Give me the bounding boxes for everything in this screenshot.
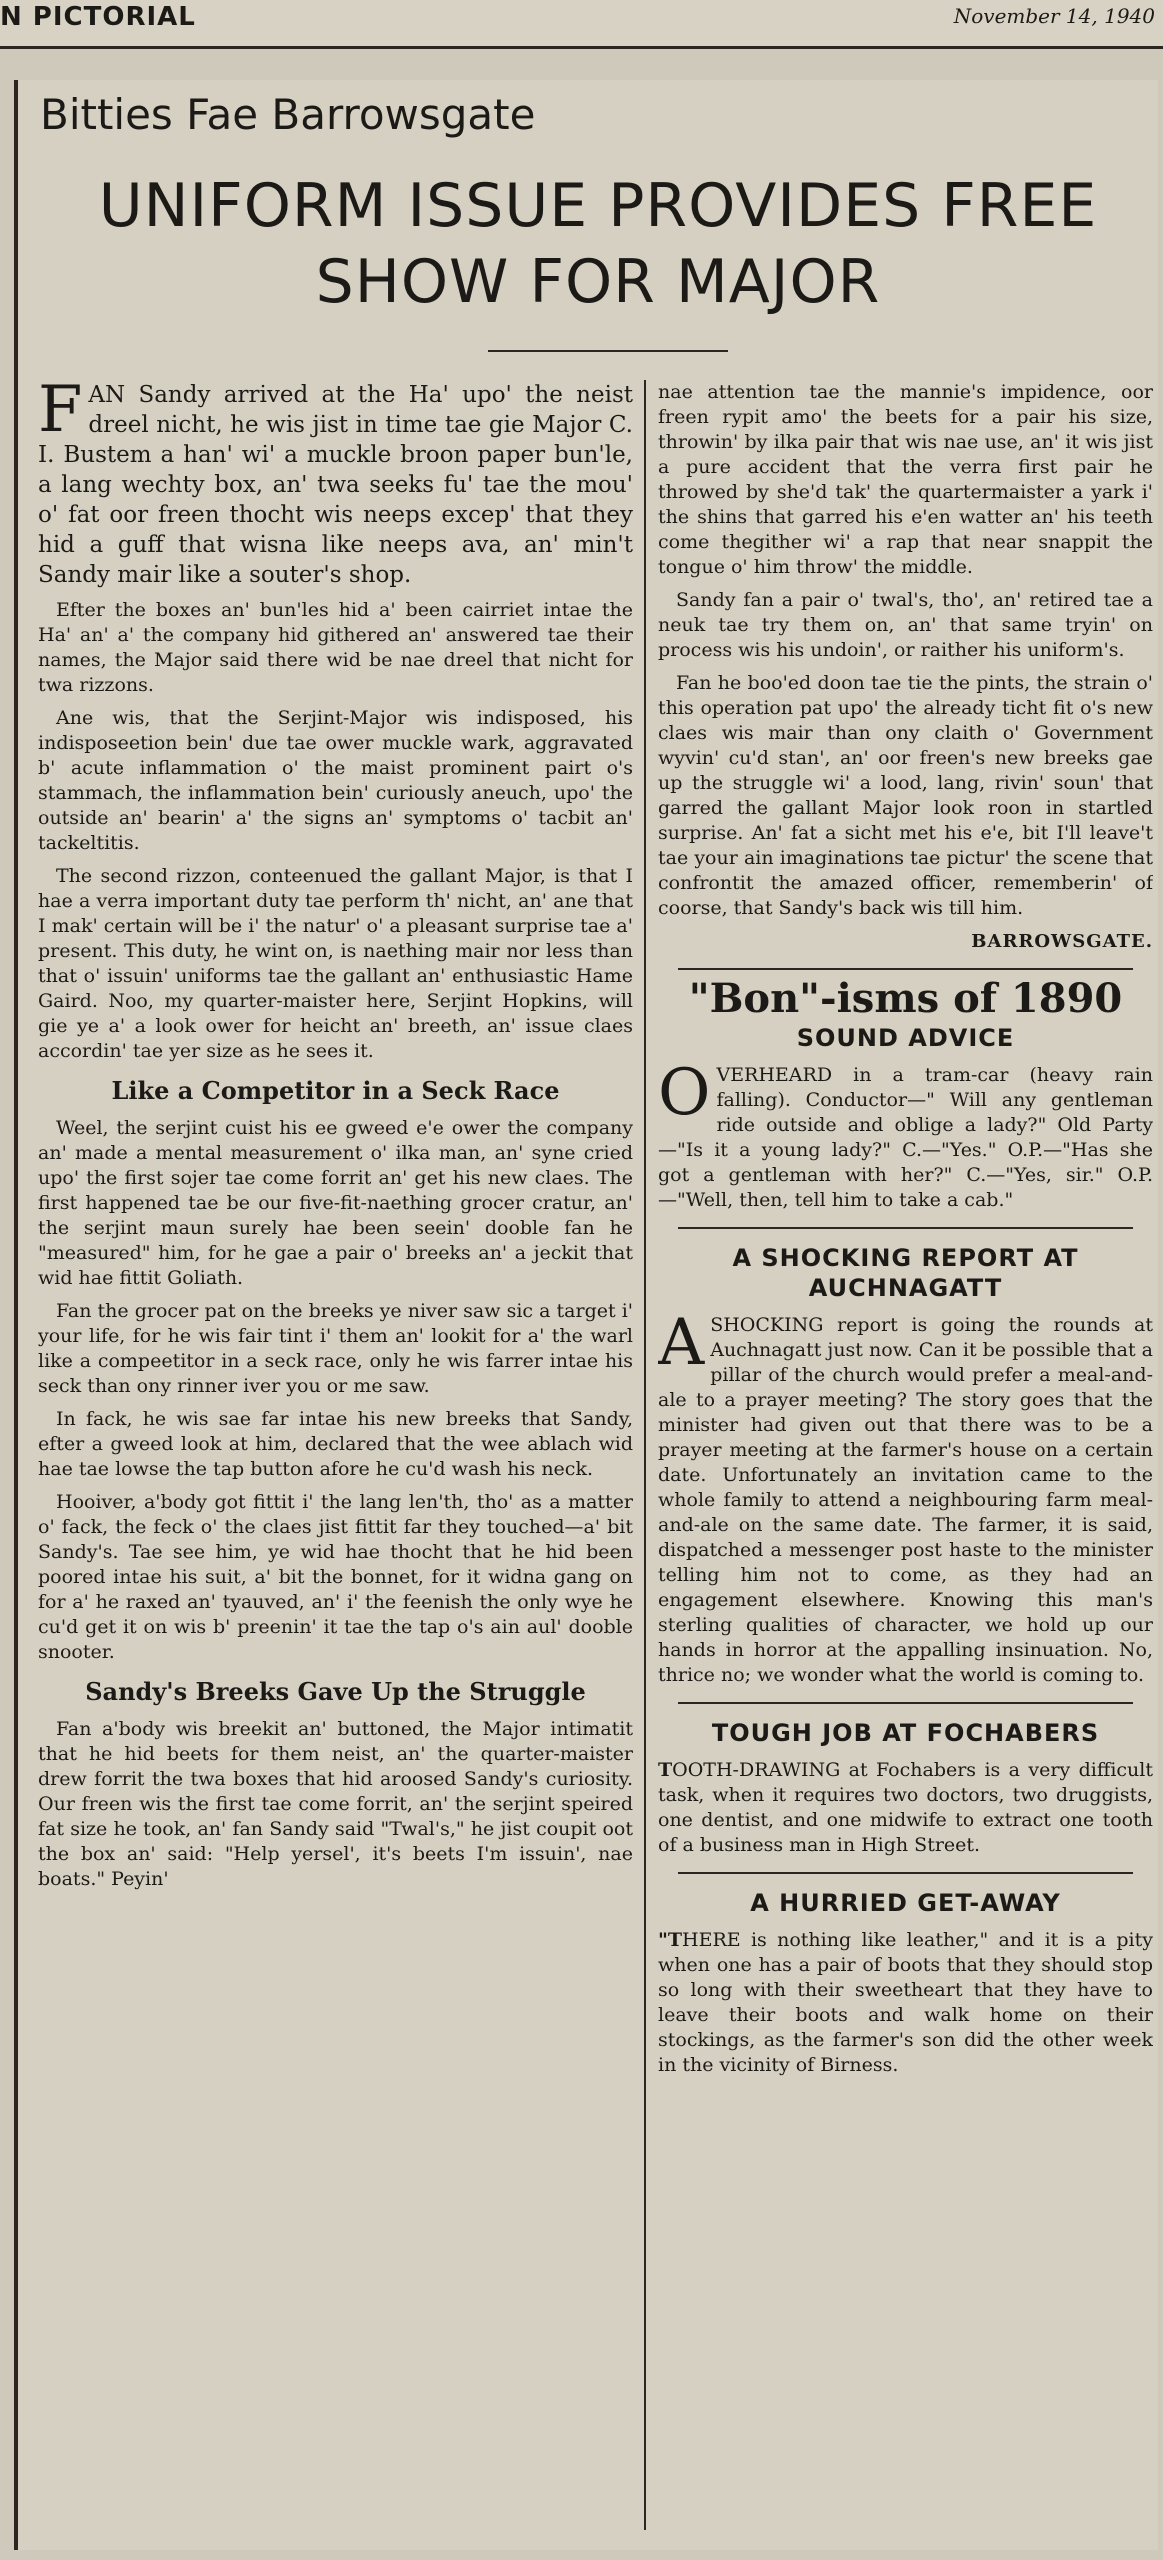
drop-cap: T (658, 1759, 673, 1781)
article-signature: BARROWSGATE. (971, 931, 1153, 952)
headline-divider (488, 350, 728, 352)
section-divider (678, 1702, 1133, 1704)
section-divider (678, 1872, 1133, 1874)
subheading-seck-race: Like a Competitor in a Seck Race (111, 1076, 560, 1105)
section-title-auchnagatt: A SHOCKING REPORT AT AUCHNAGATT (732, 1244, 1079, 1302)
masthead (0, 0, 1163, 49)
bonisms-title: "Bon"-isms of 1890 (688, 975, 1123, 1022)
right-column (658, 380, 1153, 2545)
section-title-sound-advice: SOUND ADVICE (796, 1024, 1015, 1052)
article-paragraph: Fan a'body wis breekit an' buttoned, the Major intimatit that he hid beets for them neist, an' the quarter-maister drew forrit the twa boxes that hid aroosed Sandy's curiosity. Our freen wis the first tae come forrit, an' the serjint speired fat size he took, an' fan Sandy said "Twal's," he jist coupit oot the box an' said: "Help yersel', it's beets I'm issuin', nae boats." Peyin' (38, 1718, 633, 1890)
lead-paragraph: FAN Sandy arrived at the Ha' upo' the neist dreel nicht, he wis jist in time tae gie Major C. I. Bustem a han' wi' a muckle broon paper bun'le, a lang wechty box, an' twa seeks fu' tae the mou' o' fat oor freen thocht wis neeps excep' that they hid a guff that wisna like neeps ava, an' min't Sandy mair like a souter's shop. (38, 380, 633, 588)
article-paragraph: In fack, he wis sae far intae his new breeks that Sandy, efter a gweed look at him, declared that the wee ablach wid hae tae lowse the tap button afore he cu'd wash his neck. (38, 1408, 633, 1480)
drop-cap: O (658, 1056, 711, 1130)
section-title-get-away: A HURRIED GET-AWAY (750, 1889, 1061, 1917)
article-paragraph: Sandy fan a pair o' twal's, tho', an' retired tae a neuk tae try them on, an' that same tryin' on process wis his undoin', or raither his uniform's. (658, 589, 1153, 661)
column-divider (644, 380, 646, 2530)
section-text-auchnagatt: ASHOCKING report is going the rounds at Auchnagatt just now. Can it be possible that a pillar of the church would prefer a meal-and-ale to a prayer meeting? The story goes that the minister had given out that there was to be a prayer meeting at the farmer's house on a certain date. Unfortunately an invitation came to the whole family to attend a neighbouring farm meal-and-ale on the same date. The farmer, it is said, dispatched a messenger post haste to the minister telling him not to come, as they had an engagement elsewhere. Knowing this man's sterling qualities of character, we hold up our hands in horror at the appalling insinuation. No, thrice no; we wonder what the world is coming to. (658, 1306, 1153, 1686)
drop-cap: F (38, 380, 83, 447)
column-kicker: Bitties Fae Barrowsgate (40, 90, 536, 139)
masthead-date: November 14, 1940 (953, 4, 1155, 28)
article-page (14, 80, 1158, 2550)
article-paragraph: Efter the boxes an' bun'les hid a' been cairriet intae the Ha' an' a' the company hid githered an' answered tae their names, the Major said there wid be nae dreel that nicht for twa rizzons. (38, 599, 633, 696)
article-paragraph: Fan he boo'ed doon tae tie the pints, the strain o' this operation pat upo' the already ticht fit o's new claes wis mair than ony claith o' Government wyvin' cu'd stan', an' oor freen's new breeks gae up the struggle wi' a lood, lang, rivin' soun' that garred the gallant Major look roon in startled surprise. An' fat a sicht met his e'e, bit I'll leave't tae your ain imaginations tae pictur' the scene that confrontit the amazed officer, rememberin' of coorse, that Sandy's back wis till him. (658, 672, 1153, 919)
section-text-fochabers: TOOTH-DRAWING at Fochabers is a very difficult task, when it requires two doctors, two druggists, one dentist, and one midwife to extract one tooth of a business man in High Street. (658, 1759, 1153, 1856)
drop-cap: "T (658, 1929, 683, 1951)
section-divider (678, 1227, 1133, 1229)
section-divider (678, 968, 1133, 970)
article-paragraph: Fan the grocer pat on the breeks ye niver saw sic a target i' your life, for he wis fair tint i' them an' lookit for a' the warl like a compeetitor in a seck race, only he wis farrer intae his seck than ony rinner iver you or me saw. (38, 1300, 633, 1397)
article-paragraph: Ane wis, that the Serjint-Major wis indisposed, his indisposeetion bein' due tae ower muckle wark, aggravated b' acute inflammation o' the maist prominent pairt o's stammach, the inflammation bein' curiously aneuch, upo' the outside an' bearin' a' the signs an' symptoms o' tacbit an' tackeltitis. (38, 707, 633, 854)
article-paragraph: nae attention tae the mannie's impidence, oor freen rypit amo' the beets for a pair his size, throwin' by ilka pair that wis nae use, an' it wis jist a pure accident that the verra first pair he throwed by she'd tak' the quartermaister a yark i' the shins that garred his e'en watter an' his teeth come thegither wi' a rap that near snappit the tongue o' him throw' the middle. (658, 381, 1153, 578)
drop-cap: A (658, 1306, 705, 1380)
page-headline: UNIFORM ISSUE PROVIDES FREE SHOW FOR MAJOR (98, 171, 1098, 317)
section-text-sound-advice: OVERHEARD in a tram-car (heavy rain falling). Conductor—" Will any gentleman ride outside and oblige a lady?" Old Party—"Is it a young lady?" C.—"Yes." O.P.—"Has she got a gentleman with her?" C.—"Yes, sir." O.P.—"Well, then, tell him to take a cab." (658, 1056, 1153, 1211)
article-paragraph: Weel, the serjint cuist his ee gweed e'e ower the company an' made a mental measurement o' ilka man, an' syne cried upo' the first sojer tae come forrit an' get his new claes. The first happened tae be our five-fit-naething grocer cratur, an' the serjint maun surely hae been seein' dooble fan he "measured" him, for he gae a pair o' breeks an' a jeckit that wid hae fittit Goliath. (38, 1117, 633, 1289)
article-paragraph: The second rizzon, conteenued the gallant Major, is that I hae a verra important duty tae perform th' nicht, an' ane that I mak' certain will be i' the natur' o' a pleasant surprise tae a' present. This duty, he wint on, is naething mair nor less than that o' issuin' uniforms tae the gallant an' enthusiastic Hame Gaird. Noo, my quarter-maister here, Serjint Hopkins, will gie ye a' a look ower for heicht an' breeth, an' issue claes accordin' tae yer size as he sees it. (38, 865, 633, 1062)
section-title-fochabers: TOUGH JOB AT FOCHABERS (711, 1719, 1100, 1747)
subheading-breeks: Sandy's Breeks Gave Up the Struggle (85, 1677, 586, 1706)
article-paragraph: Hooiver, a'body got fittit i' the lang len'th, tho' as a matter o' fack, the feck o' the claes jist fittit far they touched—a' bit Sandy's. Tae see him, ye wid hae thocht that he hid been poored intae his suit, a' bit the bonnet, for it widna gang on for a' he raxed an' tyauved, an' i' the feenish the only wye he cu'd get it on wis b' preenin' it tae the tap o's ain aul' dooble snooter. (38, 1491, 633, 1663)
main-article (38, 380, 633, 2545)
masthead-title: N PICTORIAL (0, 2, 196, 32)
section-text-get-away: "THERE is nothing like leather," and it is a pity when one has a pair of boots that they should stop so long with their sweetheart that they have to leave their boots and walk home on their stockings, as the farmer's son did the other week in the vicinity of Birness. (658, 1929, 1153, 2076)
